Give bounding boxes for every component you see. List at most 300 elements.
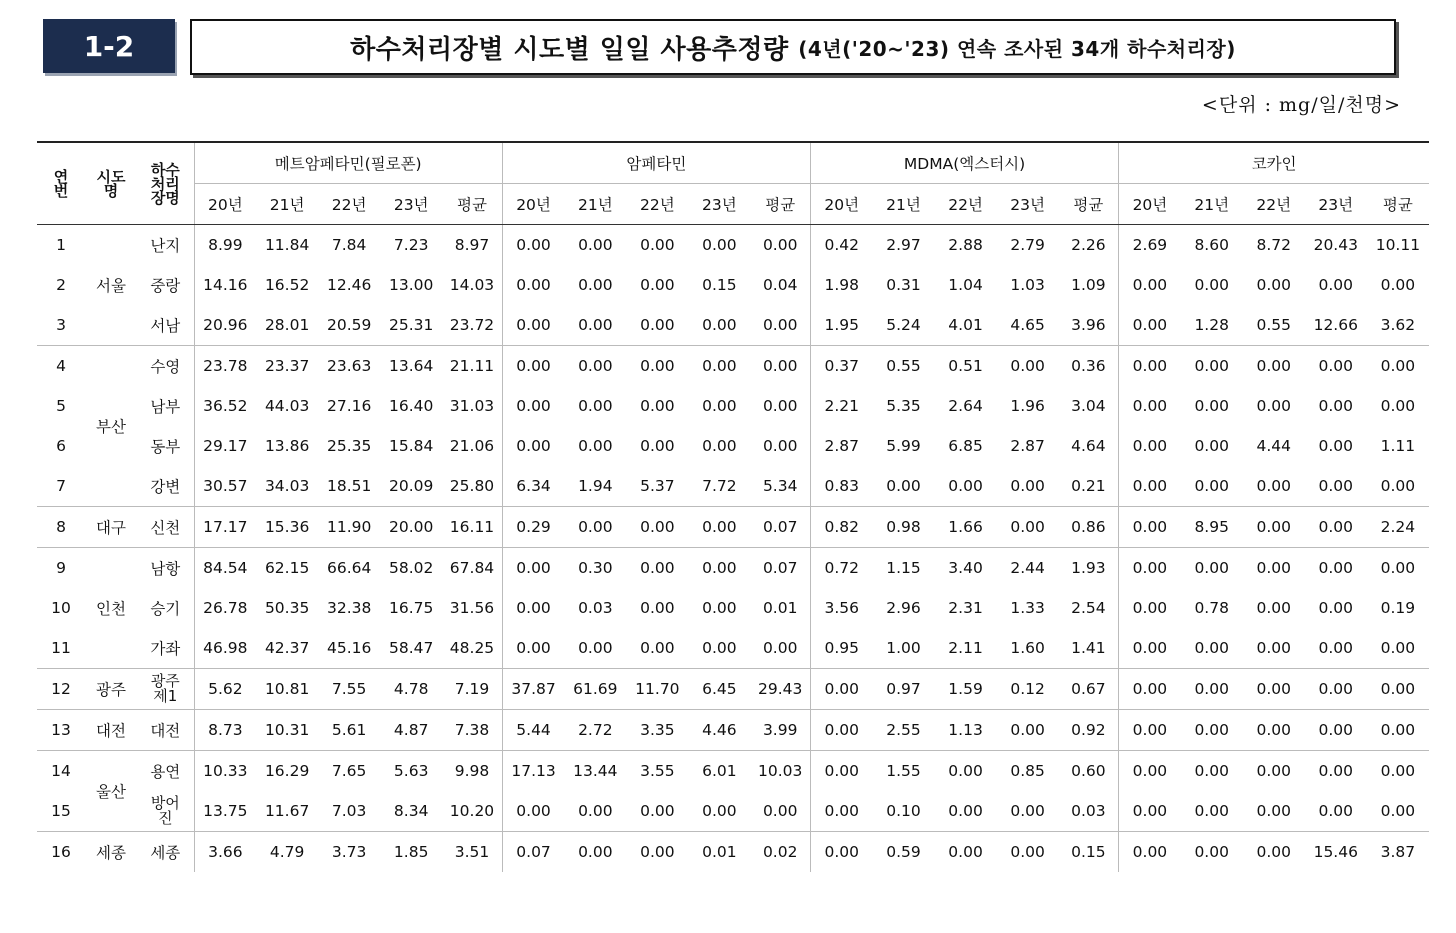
average-cell: 8.97 <box>454 236 490 254</box>
value-cell: 0.00 <box>1305 710 1367 751</box>
plant-name: 승기 <box>150 600 181 618</box>
value-cell: 17.17 <box>194 507 256 548</box>
value-cell: 0.00 <box>578 276 613 294</box>
subheader-year: 23년 <box>688 184 750 225</box>
value-cell: 0.72 <box>810 548 872 589</box>
region-name: 서울 <box>96 277 126 295</box>
value-cell: 0.00 <box>702 437 737 455</box>
value-cell: 0.00 <box>935 751 997 792</box>
value-cell: 0.00 <box>1256 802 1291 820</box>
value-cell: 1.13 <box>935 710 997 751</box>
value-cell: 13.44 <box>564 751 626 792</box>
row-number: 6 <box>56 437 66 455</box>
average-cell: 9.98 <box>442 751 502 792</box>
value-cell: 0.00 <box>1318 802 1354 820</box>
value-cell: 1.15 <box>873 548 935 589</box>
value-cell: 0.00 <box>1305 346 1367 387</box>
average-cell: 3.62 <box>1380 316 1416 334</box>
table-row <box>37 669 1429 710</box>
value-cell: 1.60 <box>1010 639 1045 657</box>
plant-name: 서남 <box>150 317 181 335</box>
value-cell: 0.00 <box>688 548 750 589</box>
plant-name <box>137 669 194 710</box>
value-cell: 0.00 <box>1256 477 1291 495</box>
value-cell: 0.00 <box>810 710 872 751</box>
value-cell: 0.00 <box>626 832 688 873</box>
average-cell: 0.60 <box>1059 751 1119 792</box>
value-cell: 0.00 <box>502 225 564 266</box>
subheader-year: 21년 <box>873 184 935 225</box>
usage-table <box>37 141 1429 872</box>
value-cell: 16.29 <box>256 751 318 792</box>
table-row <box>37 507 1429 548</box>
row-number: 2 <box>56 276 66 294</box>
average-cell: 3.99 <box>750 710 810 751</box>
subheader-year: 21년 <box>1181 184 1243 225</box>
average-cell: 10.20 <box>449 802 495 820</box>
value-cell: 8.73 <box>194 710 256 751</box>
value-cell: 6.01 <box>688 751 750 792</box>
value-cell: 6.85 <box>948 437 983 455</box>
value-cell: 0.00 <box>1243 507 1305 548</box>
value-cell: 32.38 <box>326 599 372 617</box>
subheader-year: 21년 <box>564 184 626 225</box>
average-cell: 1.93 <box>1059 548 1119 589</box>
value-cell: 0.00 <box>1119 669 1181 710</box>
row-number: 3 <box>56 316 66 334</box>
average-cell: 0.04 <box>762 276 798 294</box>
average-cell: 31.56 <box>449 599 495 617</box>
value-cell: 12.46 <box>326 276 372 294</box>
subheader-year: 22년 <box>1243 184 1305 225</box>
value-cell: 0.42 <box>810 225 872 266</box>
table-row <box>37 751 1429 792</box>
average-cell: 0.07 <box>750 548 810 589</box>
value-cell: 0.01 <box>688 832 750 873</box>
table-row <box>37 466 1429 507</box>
average-cell: 0.36 <box>1059 346 1119 387</box>
value-cell: 4.01 <box>948 316 983 334</box>
value-cell: 0.00 <box>1119 710 1181 751</box>
page-title-subtitle: (4년('20~'23) 연속 조사된 34개 하수처리장) <box>798 36 1236 61</box>
average-cell: 0.00 <box>1367 346 1429 387</box>
value-cell: 10.81 <box>256 669 318 710</box>
subheader-year: 22년 <box>626 184 688 225</box>
value-cell: 0.00 <box>702 236 737 254</box>
value-cell: 3.55 <box>626 751 688 792</box>
value-cell: 3.66 <box>194 832 256 873</box>
value-cell: 0.00 <box>1243 548 1305 589</box>
row-number: 8 <box>37 507 85 548</box>
value-cell: 0.00 <box>564 832 626 873</box>
value-cell: 11.67 <box>264 802 310 820</box>
value-cell: 14.16 <box>194 265 256 305</box>
row-number: 14 <box>37 751 85 792</box>
row-number: 11 <box>51 639 71 657</box>
value-cell: 0.00 <box>1119 386 1181 426</box>
value-cell: 0.00 <box>640 802 675 820</box>
value-cell: 5.61 <box>318 710 380 751</box>
value-cell: 7.72 <box>702 477 737 495</box>
average-cell: 0.00 <box>750 346 810 387</box>
value-cell: 0.00 <box>997 710 1059 751</box>
value-cell: 1.94 <box>578 477 613 495</box>
header-no-label: 연 번 <box>53 167 69 200</box>
group-header-cocaine: 코카인 <box>1119 142 1429 184</box>
value-cell: 2.87 <box>810 426 872 466</box>
average-cell: 0.00 <box>762 316 798 334</box>
value-cell: 0.00 <box>1010 477 1045 495</box>
value-cell: 0.00 <box>702 802 737 820</box>
region-name: 대전 <box>85 710 137 751</box>
value-cell: 29.17 <box>194 426 256 466</box>
value-cell: 11.70 <box>626 669 688 710</box>
average-cell: 14.03 <box>449 276 495 294</box>
value-cell: 34.03 <box>264 477 310 495</box>
table-row <box>37 346 1429 387</box>
page-title-box <box>190 19 1396 75</box>
value-cell: 0.12 <box>997 669 1059 710</box>
row-number: 5 <box>56 397 66 415</box>
value-cell: 0.00 <box>640 236 675 254</box>
region-name: 대구 <box>85 507 137 548</box>
value-cell: 0.00 <box>502 548 564 589</box>
value-cell: 36.52 <box>194 386 256 426</box>
average-cell: 0.00 <box>1367 710 1429 751</box>
value-cell: 2.69 <box>1119 225 1181 266</box>
value-cell: 0.00 <box>810 791 872 832</box>
value-cell: 1.85 <box>380 832 442 873</box>
value-cell: 0.00 <box>1305 507 1367 548</box>
average-cell: 3.96 <box>1071 316 1106 334</box>
subheader-year: 20년 <box>1119 184 1181 225</box>
value-cell: 2.87 <box>1010 437 1045 455</box>
value-cell: 7.84 <box>331 236 367 254</box>
value-cell: 0.00 <box>640 599 675 617</box>
value-cell: 0.00 <box>810 669 872 710</box>
row-number: 13 <box>37 710 85 751</box>
table-row <box>37 710 1429 751</box>
value-cell: 0.85 <box>997 751 1059 792</box>
average-cell: 10.03 <box>750 751 810 792</box>
value-cell: 0.00 <box>578 802 613 820</box>
value-cell: 0.00 <box>640 639 675 657</box>
average-cell: 0.00 <box>762 802 798 820</box>
value-cell: 20.96 <box>194 305 256 346</box>
table-row <box>37 265 1429 305</box>
average-cell: 0.00 <box>1380 397 1416 415</box>
value-cell: 13.64 <box>380 346 442 387</box>
value-cell: 13.86 <box>264 437 310 455</box>
value-cell: 0.00 <box>997 507 1059 548</box>
value-cell: 0.00 <box>1119 588 1181 628</box>
average-cell: 0.00 <box>762 397 798 415</box>
value-cell: 8.72 <box>1256 236 1291 254</box>
average-cell: 10.11 <box>1375 236 1421 254</box>
value-cell: 0.00 <box>1318 437 1354 455</box>
value-cell: 28.01 <box>264 316 310 334</box>
average-cell: 0.00 <box>762 437 798 455</box>
value-cell: 20.00 <box>380 507 442 548</box>
table-row <box>37 628 1429 669</box>
value-cell: 6.45 <box>688 669 750 710</box>
value-cell: 0.00 <box>502 791 564 832</box>
value-cell: 0.55 <box>873 346 935 387</box>
value-cell: 26.78 <box>194 588 256 628</box>
value-cell: 12.66 <box>1313 316 1358 334</box>
value-cell: 0.07 <box>502 832 564 873</box>
table-row <box>37 791 1429 832</box>
average-cell: 1.41 <box>1071 639 1106 657</box>
value-cell: 8.99 <box>194 225 256 266</box>
value-cell: 66.64 <box>318 548 380 589</box>
group-header-methamphetamine: 메트암페타민(필로폰) <box>194 142 502 184</box>
value-cell: 0.00 <box>1318 397 1354 415</box>
plant-name: 난지 <box>150 237 181 255</box>
plant-name: 남부 <box>150 398 181 416</box>
header-region <box>85 142 137 225</box>
value-cell: 0.51 <box>935 346 997 387</box>
header-no <box>37 142 85 225</box>
value-cell: 58.47 <box>389 639 434 657</box>
value-cell: 0.00 <box>886 477 921 495</box>
average-cell: 0.21 <box>1071 477 1106 495</box>
average-cell: 31.03 <box>449 397 495 415</box>
value-cell: 0.00 <box>810 751 872 792</box>
value-cell: 0.00 <box>564 507 626 548</box>
value-cell: 7.65 <box>318 751 380 792</box>
value-cell: 0.00 <box>1318 276 1354 294</box>
table-row <box>37 386 1429 426</box>
average-cell: 0.00 <box>1380 802 1416 820</box>
value-cell: 0.00 <box>1318 639 1354 657</box>
value-cell: 0.78 <box>1194 599 1229 617</box>
value-cell: 2.88 <box>948 236 983 254</box>
subheader-year: 20년 <box>810 184 872 225</box>
page-title: 하수처리장별 시도별 일일 사용추정량 <box>350 34 789 65</box>
value-cell: 0.98 <box>873 507 935 548</box>
value-cell: 37.87 <box>502 669 564 710</box>
value-cell: 25.35 <box>326 437 372 455</box>
value-cell: 0.30 <box>564 548 626 589</box>
value-cell: 0.00 <box>1119 507 1181 548</box>
value-cell: 0.00 <box>1256 276 1291 294</box>
value-cell: 0.00 <box>1181 548 1243 589</box>
average-cell: 0.07 <box>750 507 810 548</box>
value-cell: 20.09 <box>389 477 434 495</box>
average-cell: 1.09 <box>1071 276 1106 294</box>
table-row <box>37 426 1429 466</box>
value-cell: 61.69 <box>564 669 626 710</box>
value-cell: 0.00 <box>1194 437 1229 455</box>
value-cell: 13.00 <box>389 276 434 294</box>
row-number: 16 <box>37 832 85 873</box>
average-cell: 0.01 <box>762 599 798 617</box>
average-cell: 3.87 <box>1367 832 1429 873</box>
row-number: 4 <box>37 346 85 387</box>
value-cell: 0.00 <box>564 346 626 387</box>
region-name: 부산 <box>85 346 137 507</box>
value-cell: 0.00 <box>1119 265 1181 305</box>
value-cell: 0.00 <box>1194 802 1229 820</box>
value-cell: 0.00 <box>626 346 688 387</box>
value-cell: 23.37 <box>256 346 318 387</box>
value-cell: 0.00 <box>1181 832 1243 873</box>
value-cell: 11.90 <box>318 507 380 548</box>
value-cell: 0.00 <box>640 397 675 415</box>
table-row <box>37 225 1429 266</box>
average-cell: 0.15 <box>1059 832 1119 873</box>
value-cell: 0.00 <box>1194 276 1229 294</box>
average-cell: 3.04 <box>1071 397 1106 415</box>
table-row <box>37 832 1429 873</box>
row-number: 7 <box>56 477 66 495</box>
value-cell: 6.34 <box>502 466 564 507</box>
value-cell: 3.40 <box>935 548 997 589</box>
average-cell: 2.26 <box>1071 236 1106 254</box>
value-cell: 0.00 <box>1243 751 1305 792</box>
average-cell: 0.00 <box>1367 548 1429 589</box>
value-cell: 16.52 <box>264 276 310 294</box>
value-cell: 15.36 <box>256 507 318 548</box>
value-cell: 2.97 <box>886 236 921 254</box>
value-cell: 0.00 <box>702 599 737 617</box>
average-cell: 2.24 <box>1367 507 1429 548</box>
value-cell: 0.00 <box>1181 346 1243 387</box>
value-cell: 0.00 <box>640 276 675 294</box>
plant-name: 신천 <box>137 507 194 548</box>
average-cell: 29.43 <box>750 669 810 710</box>
average-cell: 0.00 <box>1380 477 1416 495</box>
plant-name <box>137 791 194 832</box>
value-cell: 0.10 <box>886 802 921 820</box>
value-cell: 58.02 <box>380 548 442 589</box>
value-cell: 25.31 <box>389 316 434 334</box>
unit-label: <단위 : mg/일/천명> <box>1201 94 1401 116</box>
average-cell: 5.34 <box>762 477 798 495</box>
average-cell: 16.11 <box>442 507 502 548</box>
value-cell: 0.83 <box>810 466 872 507</box>
subheader-year: 22년 <box>935 184 997 225</box>
plant-name: 강변 <box>150 478 181 496</box>
value-cell: 20.59 <box>326 316 372 334</box>
value-cell: 0.00 <box>702 397 737 415</box>
subheader-year: 20년 <box>502 184 564 225</box>
value-cell: 46.98 <box>194 628 256 669</box>
value-cell: 0.00 <box>578 639 613 657</box>
value-cell: 5.37 <box>640 477 675 495</box>
value-cell: 84.54 <box>194 548 256 589</box>
value-cell: 5.35 <box>886 397 921 415</box>
value-cell: 0.00 <box>1119 628 1181 669</box>
value-cell: 0.00 <box>1194 477 1229 495</box>
value-cell: 5.44 <box>502 710 564 751</box>
table-row <box>37 588 1429 628</box>
value-cell: 0.00 <box>1256 599 1291 617</box>
value-cell: 2.79 <box>1010 236 1045 254</box>
value-cell: 5.99 <box>886 437 921 455</box>
value-cell: 0.00 <box>688 346 750 387</box>
subheader-year: 23년 <box>997 184 1059 225</box>
value-cell: 1.66 <box>935 507 997 548</box>
subheader-year: 23년 <box>380 184 442 225</box>
value-cell: 0.00 <box>935 832 997 873</box>
value-cell: 0.00 <box>1010 802 1045 820</box>
header-plant <box>137 142 194 225</box>
average-cell: 0.03 <box>1071 802 1106 820</box>
value-cell: 16.40 <box>389 397 434 415</box>
region-name: 울산 <box>85 751 137 832</box>
row-number: 15 <box>51 802 71 820</box>
value-cell: 1.00 <box>886 639 921 657</box>
value-cell: 13.75 <box>194 791 256 832</box>
value-cell: 0.00 <box>640 437 675 455</box>
value-cell: 0.00 <box>1305 751 1367 792</box>
value-cell: 1.95 <box>810 305 872 346</box>
average-cell: 0.86 <box>1059 507 1119 548</box>
subheader-year: 22년 <box>318 184 380 225</box>
value-cell: 0.00 <box>640 316 675 334</box>
average-cell: 3.51 <box>442 832 502 873</box>
row-number: 1 <box>56 236 66 254</box>
value-cell: 0.00 <box>948 802 983 820</box>
value-cell: 30.57 <box>194 466 256 507</box>
region-name: 광주 <box>85 669 137 710</box>
plant-name: 남항 <box>137 548 194 589</box>
average-cell: 67.84 <box>442 548 502 589</box>
plant-name: 대전 <box>137 710 194 751</box>
value-cell: 1.03 <box>1010 276 1045 294</box>
value-cell: 0.29 <box>502 507 564 548</box>
value-cell: 0.00 <box>702 639 737 657</box>
region-name: 세종 <box>85 832 137 873</box>
row-number: 10 <box>51 599 71 617</box>
value-cell: 4.87 <box>380 710 442 751</box>
average-cell: 0.67 <box>1059 669 1119 710</box>
value-cell: 23.78 <box>194 346 256 387</box>
table-row <box>37 548 1429 589</box>
average-cell: 0.19 <box>1380 599 1416 617</box>
value-cell: 1.28 <box>1194 316 1229 334</box>
value-cell: 2.64 <box>948 397 983 415</box>
plant-name: 가좌 <box>150 640 181 658</box>
value-cell: 1.96 <box>1010 397 1045 415</box>
value-cell: 7.23 <box>393 236 429 254</box>
value-cell: 3.73 <box>318 832 380 873</box>
value-cell: 0.00 <box>578 236 613 254</box>
plant-name: 세종 <box>137 832 194 873</box>
value-cell: 1.04 <box>948 276 983 294</box>
plant-name-label: 광주제1 <box>150 672 180 705</box>
value-cell: 0.00 <box>1119 346 1181 387</box>
value-cell: 0.59 <box>873 832 935 873</box>
value-cell: 0.00 <box>1119 466 1181 507</box>
value-cell: 0.82 <box>810 507 872 548</box>
row-number: 12 <box>37 669 85 710</box>
value-cell: 0.95 <box>810 628 872 669</box>
value-cell: 18.51 <box>326 477 372 495</box>
value-cell: 0.00 <box>1181 669 1243 710</box>
value-cell: 0.00 <box>997 832 1059 873</box>
value-cell: 1.33 <box>1010 599 1045 617</box>
value-cell: 7.03 <box>331 802 367 820</box>
value-cell: 4.44 <box>1256 437 1291 455</box>
value-cell: 8.60 <box>1194 236 1229 254</box>
value-cell: 0.00 <box>688 507 750 548</box>
value-cell: 50.35 <box>264 599 310 617</box>
subheader-avg: 평균 <box>750 184 810 225</box>
value-cell: 8.34 <box>393 802 429 820</box>
